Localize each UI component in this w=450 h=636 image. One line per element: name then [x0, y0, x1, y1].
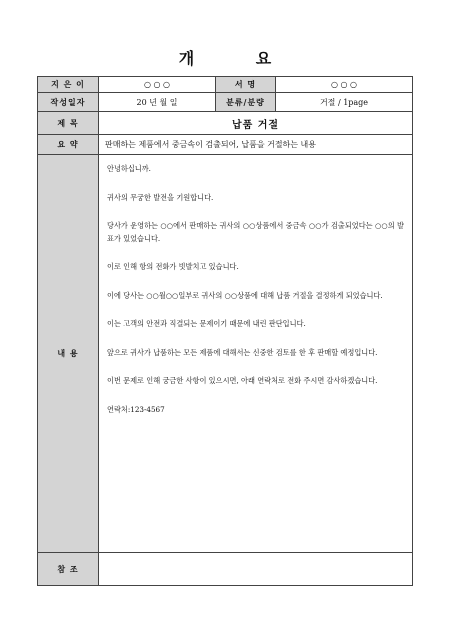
date-value: 20 년 월 일: [99, 93, 216, 112]
subject-row: [38, 112, 413, 135]
body-paragraph-inquiry: 이번 문제로 인해 궁금한 사항이 있으시면, 아래 연락처로 전화 주시면 감사하겠습니다.: [107, 376, 378, 385]
summary-label: 요 약: [38, 135, 99, 155]
category-value: 거절 / 1page: [276, 93, 413, 112]
signature-label: 서 명: [216, 77, 276, 93]
body-paragraph-decision: 이에 당사는 ○○월○○일부로 귀사의 ○○상품에 대해 납품 거절을 결정하게 되었습니다.: [107, 290, 383, 300]
date-row: [38, 93, 413, 112]
subject-label: 제 목: [38, 112, 99, 135]
author-label: 지 은 이: [38, 77, 99, 93]
author-value: ○ ○ ○: [99, 77, 216, 93]
content-label: 내 용: [38, 155, 99, 553]
body-paragraph-announcement: 당사가 운영하는 ○○에서 판매하는 귀사의 ○○상품에서 중금속 ○○가 검출되었다는 ○○의 발표가 있었습니다.: [107, 221, 404, 243]
summary-value: 판매하는 제품에서 중금속이 검출되어, 납품을 거절하는 내용: [99, 135, 413, 155]
reference-value: [99, 553, 413, 586]
reference-label: 참 조: [38, 553, 99, 586]
body-paragraph-greeting: 안녕하십니까.: [107, 164, 151, 173]
summary-table: [37, 76, 413, 586]
body-paragraph-reason: 이는 고객의 안전과 직결되는 문제이기 때문에 내린 판단입니다.: [107, 319, 306, 328]
summary-row: [38, 135, 413, 155]
body-paragraph-future: 앞으로 귀사가 납품하는 모든 제품에 대해서는 신중한 검토를 한 후 판매할 예정입니다.: [107, 347, 378, 357]
document-title: 개 요: [178, 49, 300, 68]
author-row: [38, 77, 413, 93]
body-paragraph-wish: 귀사의 무궁한 발전을 기원합니다.: [107, 192, 214, 202]
subject-value: 납품 거절: [99, 112, 413, 135]
content-body: [99, 155, 413, 553]
reference-row: [38, 553, 413, 586]
body-paragraph-complaints: 이로 인해 항의 전화가 빗발치고 있습니다.: [107, 262, 239, 271]
category-label: 분류/분량: [216, 93, 276, 112]
body-contact: 연락처:123-4567: [107, 404, 165, 414]
date-label: 작성일자: [38, 93, 99, 112]
content-row: [38, 155, 413, 553]
signature-value: ○ ○ ○: [276, 77, 413, 93]
